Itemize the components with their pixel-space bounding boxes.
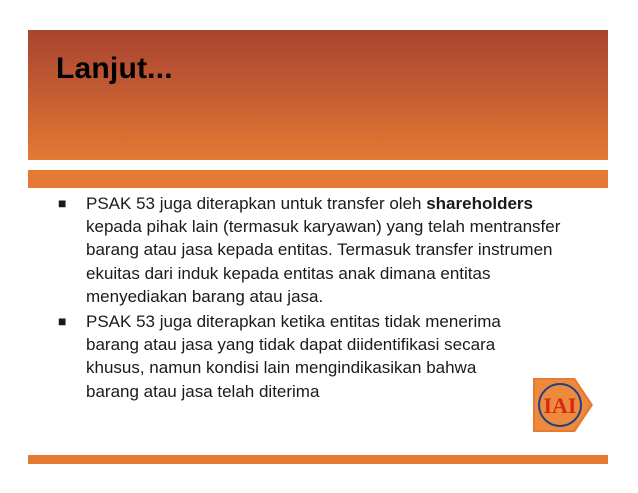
logo-text: IAI <box>543 393 577 418</box>
bullet-item-2 <box>58 310 568 403</box>
bullet-item-1 <box>58 192 568 308</box>
square-bullet-icon: ■ <box>58 313 67 330</box>
slide-title: Lanjut... <box>56 52 173 85</box>
top-divider-band <box>28 170 608 188</box>
bottom-divider-band <box>28 455 608 464</box>
square-bullet-icon: ■ <box>58 195 67 211</box>
bullet-text-1 <box>86 192 568 308</box>
iai-logo <box>527 370 597 440</box>
bullet-1-text-after: kepada pihak lain (termasuk karyawan) yang telah mentransfer barang atau jasa kepada entitas. Termasuk transfer instrumen ekuitas dari induk kepada entitas anak dimana entitas menyediakan barang atau jasa. <box>86 217 561 306</box>
content-body <box>58 192 568 403</box>
bullet-1-text-before: PSAK 53 juga diterapkan untuk transfer oleh <box>86 194 427 213</box>
title-band <box>28 30 608 160</box>
bullet-text-2: PSAK 53 juga diterapkan ketika entitas tidak menerima barang atau jasa yang tidak dapat diidentifikasi secara khusus, namun kondisi lain mengindikasikan bahwa barang atau jasa telah diterima <box>86 312 501 401</box>
bullet-1-bold-word: shareholders <box>426 194 533 213</box>
